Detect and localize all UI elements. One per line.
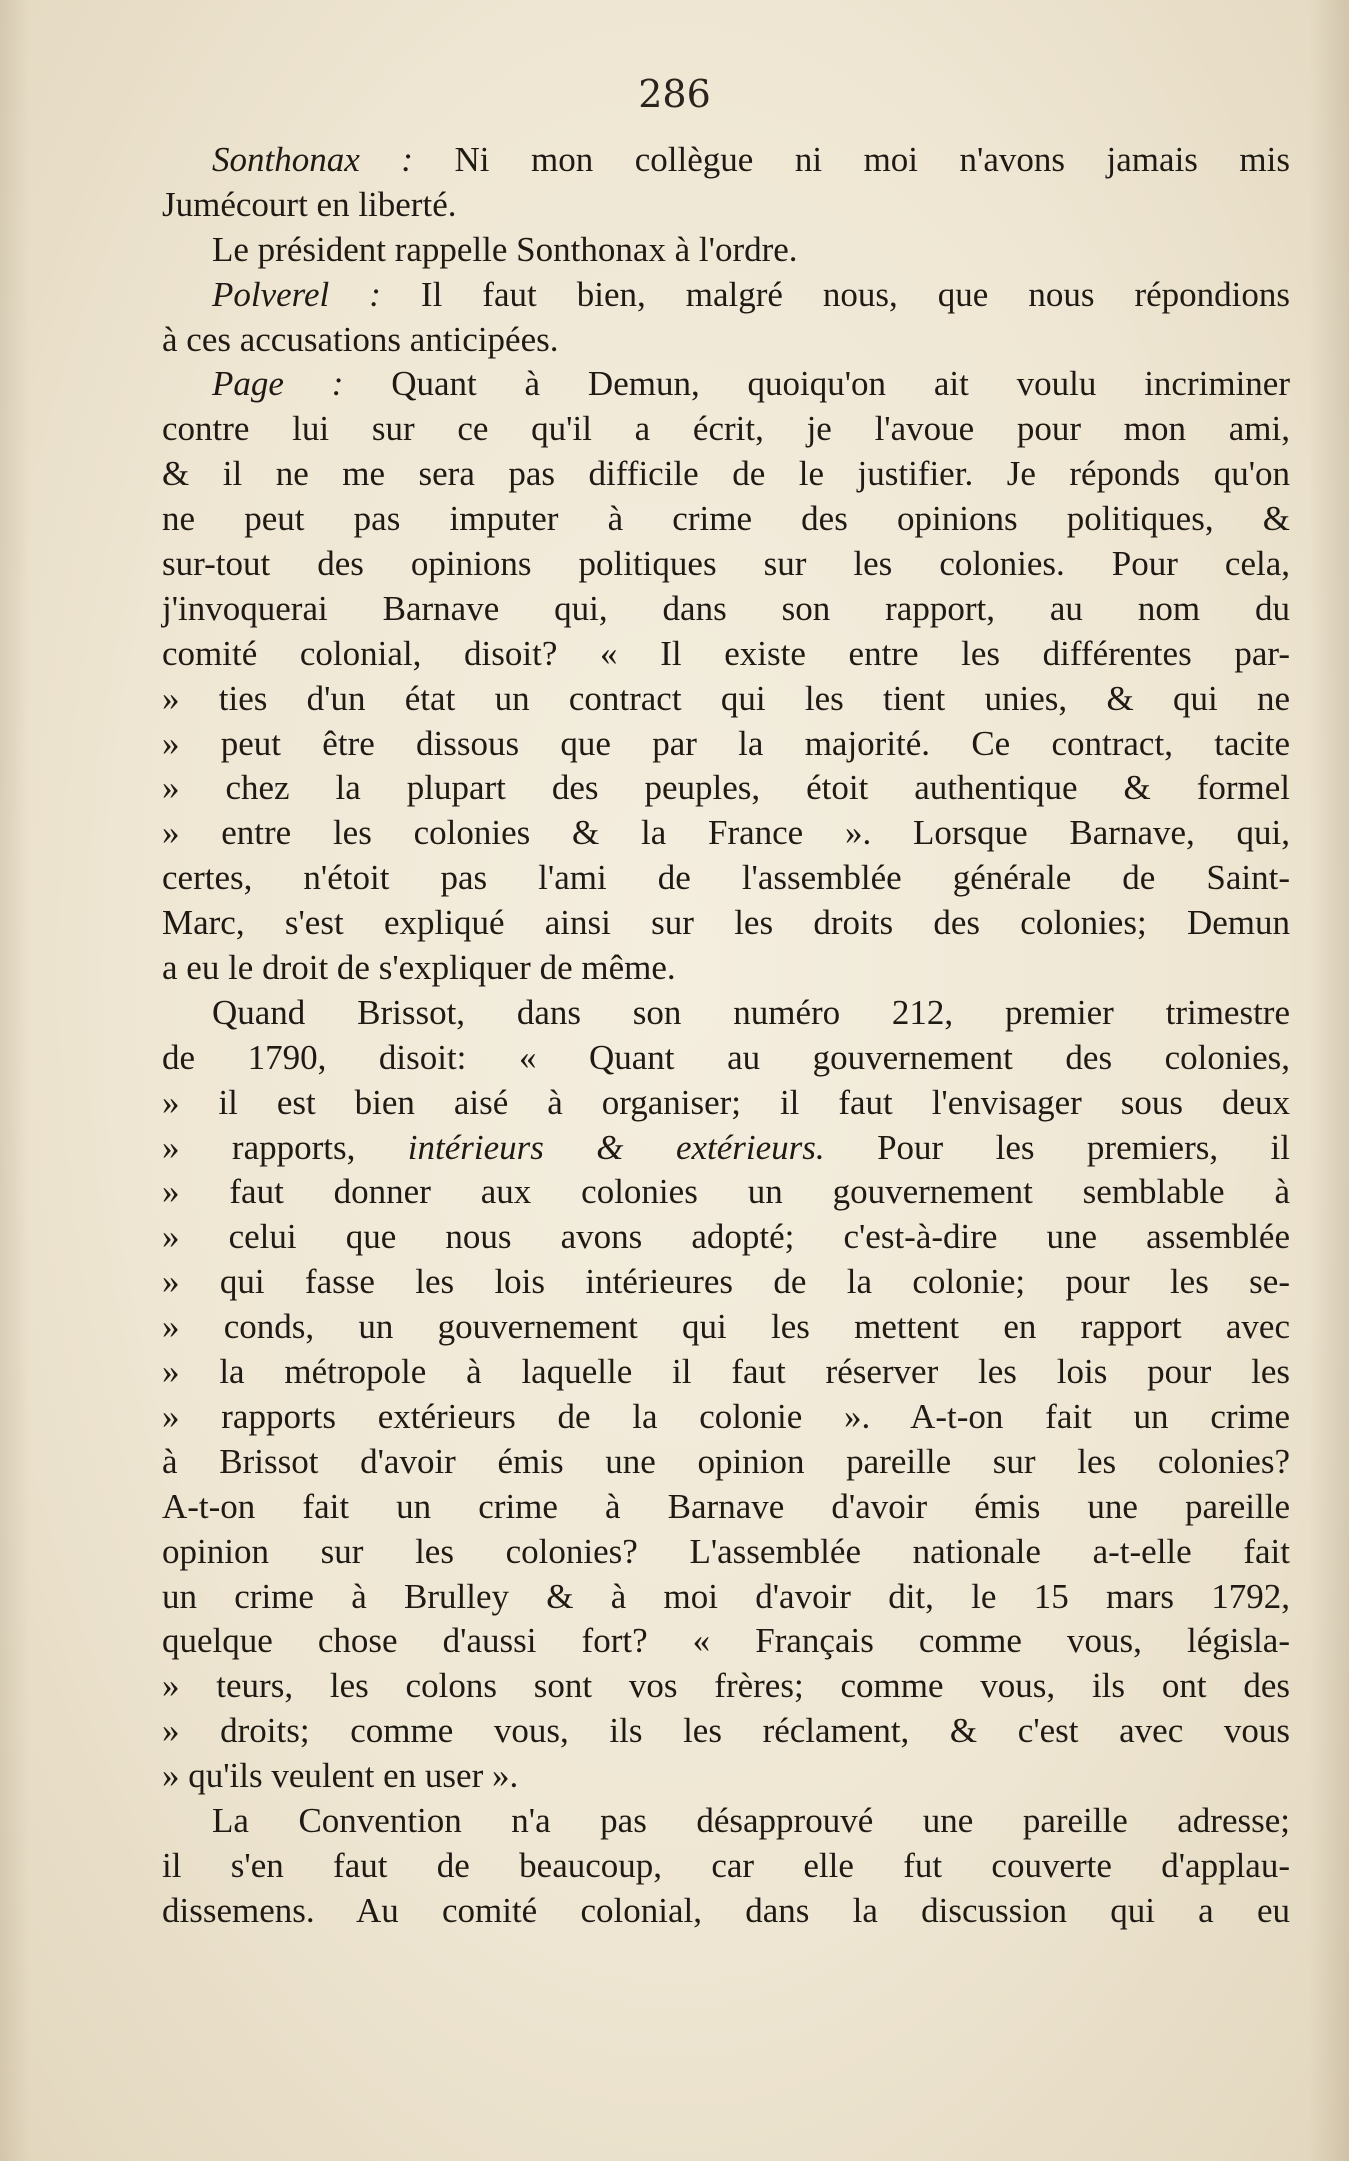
line-text: Quant à Demun, quoiqu'on ait voulu incriminer	[343, 364, 1290, 404]
text-line	[162, 1709, 1290, 1754]
text-line	[162, 1126, 1290, 1171]
line-text: Le président rappelle Sonthonax à l'ordre.	[212, 229, 798, 269]
text-line	[162, 497, 1290, 542]
text-line	[162, 1036, 1290, 1081]
speaker-name: Polverel :	[212, 274, 381, 314]
text-line	[162, 856, 1290, 901]
line-text: à Brissot d'avoir émis une opinion pareille sur les colonies?	[162, 1441, 1290, 1481]
speaker-name: Sonthonax :	[212, 140, 413, 179]
line-text: Jumécourt en liberté.	[162, 184, 457, 224]
line-text: quelque chose d'aussi fort? « Français comme vous, législa-	[162, 1621, 1290, 1661]
line-text: & il ne me sera pas difficile de le justifier. Je réponds qu'on	[162, 454, 1290, 494]
text-line	[162, 1170, 1290, 1215]
text-line	[162, 632, 1290, 677]
text-line	[162, 183, 1290, 228]
line-text: dissemens. Au comité colonial, dans la discussion qui a eu	[162, 1890, 1290, 1930]
line-text: » peut être dissous que par la majorité. Ce contract, tacite	[162, 723, 1290, 763]
line-text: il s'en faut de beaucoup, car elle fut couverte d'applau-	[162, 1845, 1290, 1885]
line-text: a eu le droit de s'expliquer de même.	[162, 948, 676, 988]
text-line	[162, 1575, 1290, 1620]
page-edge-shadow-right	[1309, 0, 1349, 2161]
page-body	[162, 138, 1290, 1934]
text-line	[162, 1305, 1290, 1350]
text-line	[162, 1889, 1290, 1934]
line-text: » conds, un gouvernement qui les mettent en rapport avec	[162, 1307, 1290, 1347]
text-line	[162, 677, 1290, 722]
text-line	[162, 946, 1290, 991]
text-line	[162, 1485, 1290, 1530]
line-text: » celui que nous avons adopté; c'est-à-dire une assemblée	[162, 1217, 1290, 1257]
text-line	[162, 1440, 1290, 1485]
line-text: sur-tout des opinions politiques sur les colonies. Pour cela,	[162, 544, 1290, 584]
text-line	[162, 228, 1290, 273]
text-line	[162, 1395, 1290, 1440]
italic-text: intérieurs & extérieurs.	[407, 1127, 825, 1167]
text-line	[162, 1844, 1290, 1889]
text-line	[162, 1530, 1290, 1575]
page-number: 286	[638, 72, 711, 116]
line-text: un crime à Brulley & à moi d'avoir dit, le 15 mars 1792,	[162, 1576, 1290, 1616]
line-text: à ces accusations anticipées.	[162, 319, 559, 359]
line-text: » qu'ils veulent en user ».	[162, 1756, 519, 1796]
text-line	[162, 1664, 1290, 1709]
text-line	[162, 587, 1290, 632]
line-text: Pour les premiers, il	[824, 1127, 1290, 1167]
line-text: » entre les colonies & la France ». Lorsque Barnave, qui,	[162, 813, 1290, 853]
text-line	[162, 318, 1290, 363]
line-text: Il faut bien, malgré nous, que nous répondions	[380, 274, 1290, 314]
line-text: A-t-on fait un crime à Barnave d'avoir émis une pareille	[162, 1486, 1290, 1526]
line-text: Ni mon collègue ni moi n'avons jamais mis	[412, 140, 1291, 179]
line-text: » faut donner aux colonies un gouvernement semblable à	[162, 1172, 1290, 1212]
line-text: » il est bien aisé à organiser; il faut l'envisager sous deux	[162, 1082, 1290, 1122]
text-line	[162, 1260, 1290, 1305]
line-text: » la métropole à laquelle il faut réserver les lois pour les	[162, 1352, 1290, 1392]
text-line	[162, 722, 1290, 767]
text-line	[162, 1215, 1290, 1260]
line-text: » teurs, les colons sont vos frères; comme vous, ils ont des	[162, 1666, 1290, 1706]
line-text: certes, n'étoit pas l'ami de l'assemblée générale de Saint-	[162, 858, 1290, 898]
line-text: contre lui sur ce qu'il a écrit, je l'avoue pour mon ami,	[162, 409, 1290, 449]
page-edge-shadow-left	[0, 0, 30, 2161]
text-line	[162, 1799, 1290, 1844]
line-text: » droits; comme vous, ils les réclament, & c'est avec vous	[162, 1711, 1290, 1751]
text-line	[162, 273, 1290, 318]
line-text: » rapports extérieurs de la colonie ». A-t-on fait un crime	[162, 1396, 1290, 1436]
line-text: Quand Brissot, dans son numéro 212, premier trimestre	[212, 992, 1290, 1032]
text-line	[162, 362, 1290, 407]
text-line	[162, 991, 1290, 1036]
text-line	[162, 811, 1290, 856]
speaker-name: Page :	[212, 364, 344, 404]
text-line	[162, 542, 1290, 587]
line-text: opinion sur les colonies? L'assemblée nationale a-t-elle fait	[162, 1531, 1290, 1571]
line-text: de 1790, disoit: « Quant au gouvernement des colonies,	[162, 1037, 1290, 1077]
line-text: » chez la plupart des peuples, étoit authentique & formel	[162, 768, 1290, 808]
text-line	[162, 1081, 1290, 1126]
text-line	[162, 901, 1290, 946]
text-line	[162, 766, 1290, 811]
text-line	[162, 1350, 1290, 1395]
text-line	[162, 1619, 1290, 1664]
line-text: Marc, s'est expliqué ainsi sur les droits des colonies; Demun	[162, 903, 1290, 943]
text-line	[162, 452, 1290, 497]
text-line	[162, 138, 1290, 183]
line-text: j'invoquerai Barnave qui, dans son rapport, au nom du	[162, 588, 1290, 628]
line-text: ne peut pas imputer à crime des opinions politiques, &	[162, 499, 1290, 539]
text-line	[162, 1754, 1290, 1799]
text-line	[162, 407, 1290, 452]
line-text: La Convention n'a pas désapprouvé une pareille adresse;	[212, 1800, 1290, 1840]
line-text: » ties d'un état un contract qui les tient unies, & qui ne	[162, 678, 1290, 718]
line-text: comité colonial, disoit? « Il existe entre les différentes par-	[162, 633, 1290, 673]
line-text: » rapports,	[162, 1127, 408, 1167]
line-text: » qui fasse les lois intérieures de la colonie; pour les se-	[162, 1262, 1290, 1302]
